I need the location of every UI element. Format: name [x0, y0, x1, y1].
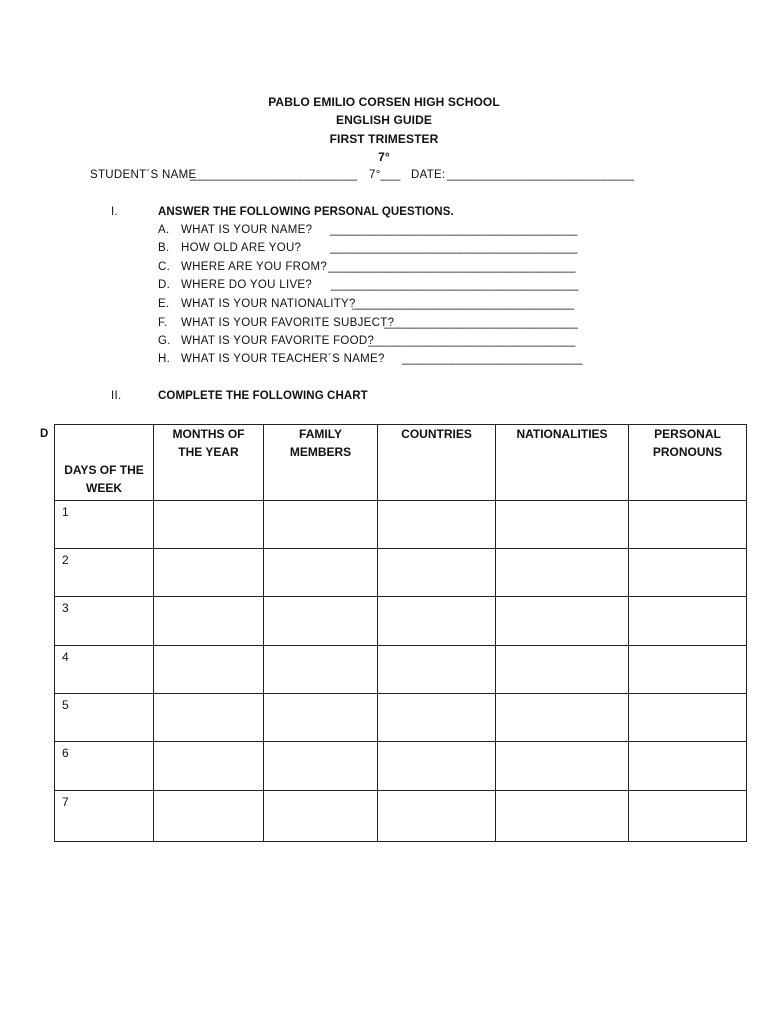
- table-row: [55, 646, 747, 694]
- header-line: MONTHS OF: [172, 427, 245, 441]
- question-text: WHAT IS YOUR TEACHER´S NAME?: [181, 353, 385, 365]
- table-cell[interactable]: [378, 742, 496, 791]
- table-cell[interactable]: [496, 501, 629, 549]
- header-line: FAMILY: [299, 427, 342, 441]
- answer-field[interactable]: _____________________________________: [330, 224, 578, 236]
- table-cell[interactable]: [629, 694, 747, 742]
- table-cell[interactable]: [154, 646, 264, 694]
- table-cell[interactable]: [629, 501, 747, 549]
- header-line: THE YEAR: [178, 445, 239, 459]
- table-cell[interactable]: [264, 791, 378, 842]
- question-text: WHERE ARE YOU FROM?: [181, 261, 328, 273]
- question-letter: F.: [158, 317, 168, 329]
- table-row: [55, 694, 747, 742]
- question-letter: D.: [158, 279, 171, 291]
- table-cell[interactable]: [496, 597, 629, 646]
- header-line: COUNTRIES: [401, 427, 472, 441]
- row-number: 6: [55, 742, 154, 791]
- table-row: [55, 742, 747, 791]
- date-label: DATE:: [411, 169, 450, 181]
- table-cell[interactable]: [264, 742, 378, 791]
- table-cell[interactable]: [629, 597, 747, 646]
- table-cell[interactable]: [629, 742, 747, 791]
- header-months-of-year: [154, 425, 264, 501]
- row-number: 1: [55, 501, 154, 549]
- answer-field[interactable]: _____________________________________: [330, 242, 578, 254]
- answer-field[interactable]: _______________________________: [368, 335, 576, 347]
- row-number: 3: [55, 597, 154, 646]
- table-row: [55, 501, 747, 549]
- date-field[interactable]: ____________________________: [447, 169, 635, 181]
- table-cell[interactable]: [264, 646, 378, 694]
- table-cell[interactable]: [496, 791, 629, 842]
- table-cell[interactable]: [264, 694, 378, 742]
- answer-field[interactable]: ___________________________: [402, 353, 583, 365]
- answer-field[interactable]: _____________________________: [384, 317, 579, 329]
- table-cell[interactable]: [496, 694, 629, 742]
- table-cell[interactable]: [378, 646, 496, 694]
- question-letter: E.: [158, 298, 170, 310]
- table-cell[interactable]: [496, 646, 629, 694]
- question-letter: H.: [158, 353, 171, 365]
- header-line: WEEK: [86, 481, 122, 495]
- table-cell[interactable]: [496, 742, 629, 791]
- table-cell[interactable]: [378, 694, 496, 742]
- grade-title: 7°: [378, 150, 390, 164]
- question-text: WHAT IS YOUR NAME?: [181, 224, 313, 236]
- table-cell[interactable]: [378, 791, 496, 842]
- table-cell[interactable]: [154, 597, 264, 646]
- section2-numeral: II.: [111, 390, 122, 402]
- table-cell[interactable]: [154, 501, 264, 549]
- table-cell[interactable]: [154, 694, 264, 742]
- row-number: 7: [55, 791, 154, 842]
- question-letter: A.: [158, 224, 170, 236]
- table-cell[interactable]: [496, 549, 629, 597]
- header-line: PERSONAL: [654, 427, 721, 441]
- row-number: 5: [55, 694, 154, 742]
- question-letter: G.: [158, 335, 171, 347]
- table-cell[interactable]: [629, 549, 747, 597]
- question-text: WHERE DO YOU LIVE?: [181, 279, 313, 291]
- answer-field[interactable]: _____________________________________: [352, 298, 574, 310]
- header-family-members: [264, 425, 378, 501]
- section1-title: ANSWER THE FOLLOWING PERSONAL QUESTIONS.: [158, 206, 454, 218]
- table-row: [55, 597, 747, 646]
- question-text: WHAT IS YOUR FAVORITE FOOD?: [181, 335, 375, 347]
- header-line: DAYS OF THE: [64, 463, 144, 477]
- question-text: WHAT IS YOUR FAVORITE SUBJECT?: [181, 317, 395, 329]
- table-cell[interactable]: [378, 549, 496, 597]
- table-cell[interactable]: [154, 791, 264, 842]
- header-line: MEMBERS: [289, 445, 352, 459]
- table-cell[interactable]: [378, 597, 496, 646]
- section1-numeral: I.: [111, 206, 118, 218]
- table-row: [55, 549, 747, 597]
- table-cell[interactable]: [378, 501, 496, 549]
- grade-field[interactable]: 7°___: [369, 169, 401, 181]
- section2-title: COMPLETE THE FOLLOWING CHART: [158, 390, 368, 402]
- vocabulary-chart: [54, 424, 747, 842]
- row-number: 4: [55, 646, 154, 694]
- header-line: PRONOUNS: [652, 445, 723, 459]
- row-number: 2: [55, 549, 154, 597]
- question-text: HOW OLD ARE YOU?: [181, 242, 302, 254]
- header-line: NATIONALITIES: [516, 427, 608, 441]
- guide-title: ENGLISH GUIDE: [336, 113, 432, 127]
- table-cell[interactable]: [629, 646, 747, 694]
- student-name-label: STUDENT´S NAME: [90, 169, 197, 181]
- question-text: WHAT IS YOUR NATIONALITY?: [181, 298, 356, 310]
- school-name: PABLO EMILIO CORSEN HIGH SCHOOL: [268, 95, 500, 109]
- answer-field[interactable]: _____________________________________: [331, 279, 579, 291]
- student-name-field[interactable]: _________________________: [190, 169, 358, 181]
- table-row: [55, 791, 747, 842]
- question-letter: C.: [158, 261, 171, 273]
- answer-field[interactable]: _____________________________________: [328, 261, 576, 273]
- table-cell[interactable]: [264, 597, 378, 646]
- header-personal-pronouns: [629, 425, 747, 501]
- header-countries: [378, 425, 496, 501]
- table-cell[interactable]: [629, 791, 747, 842]
- table-cell[interactable]: [154, 549, 264, 597]
- question-letter: B.: [158, 242, 170, 254]
- term-title: FIRST TRIMESTER: [329, 132, 439, 146]
- table-cell[interactable]: [264, 549, 378, 597]
- header-days-of-week: [55, 425, 154, 501]
- header-nationalities: [496, 425, 629, 501]
- chart-header-row: [55, 425, 747, 501]
- stray-letter: D: [40, 428, 49, 440]
- table-cell[interactable]: [154, 742, 264, 791]
- table-cell[interactable]: [264, 501, 378, 549]
